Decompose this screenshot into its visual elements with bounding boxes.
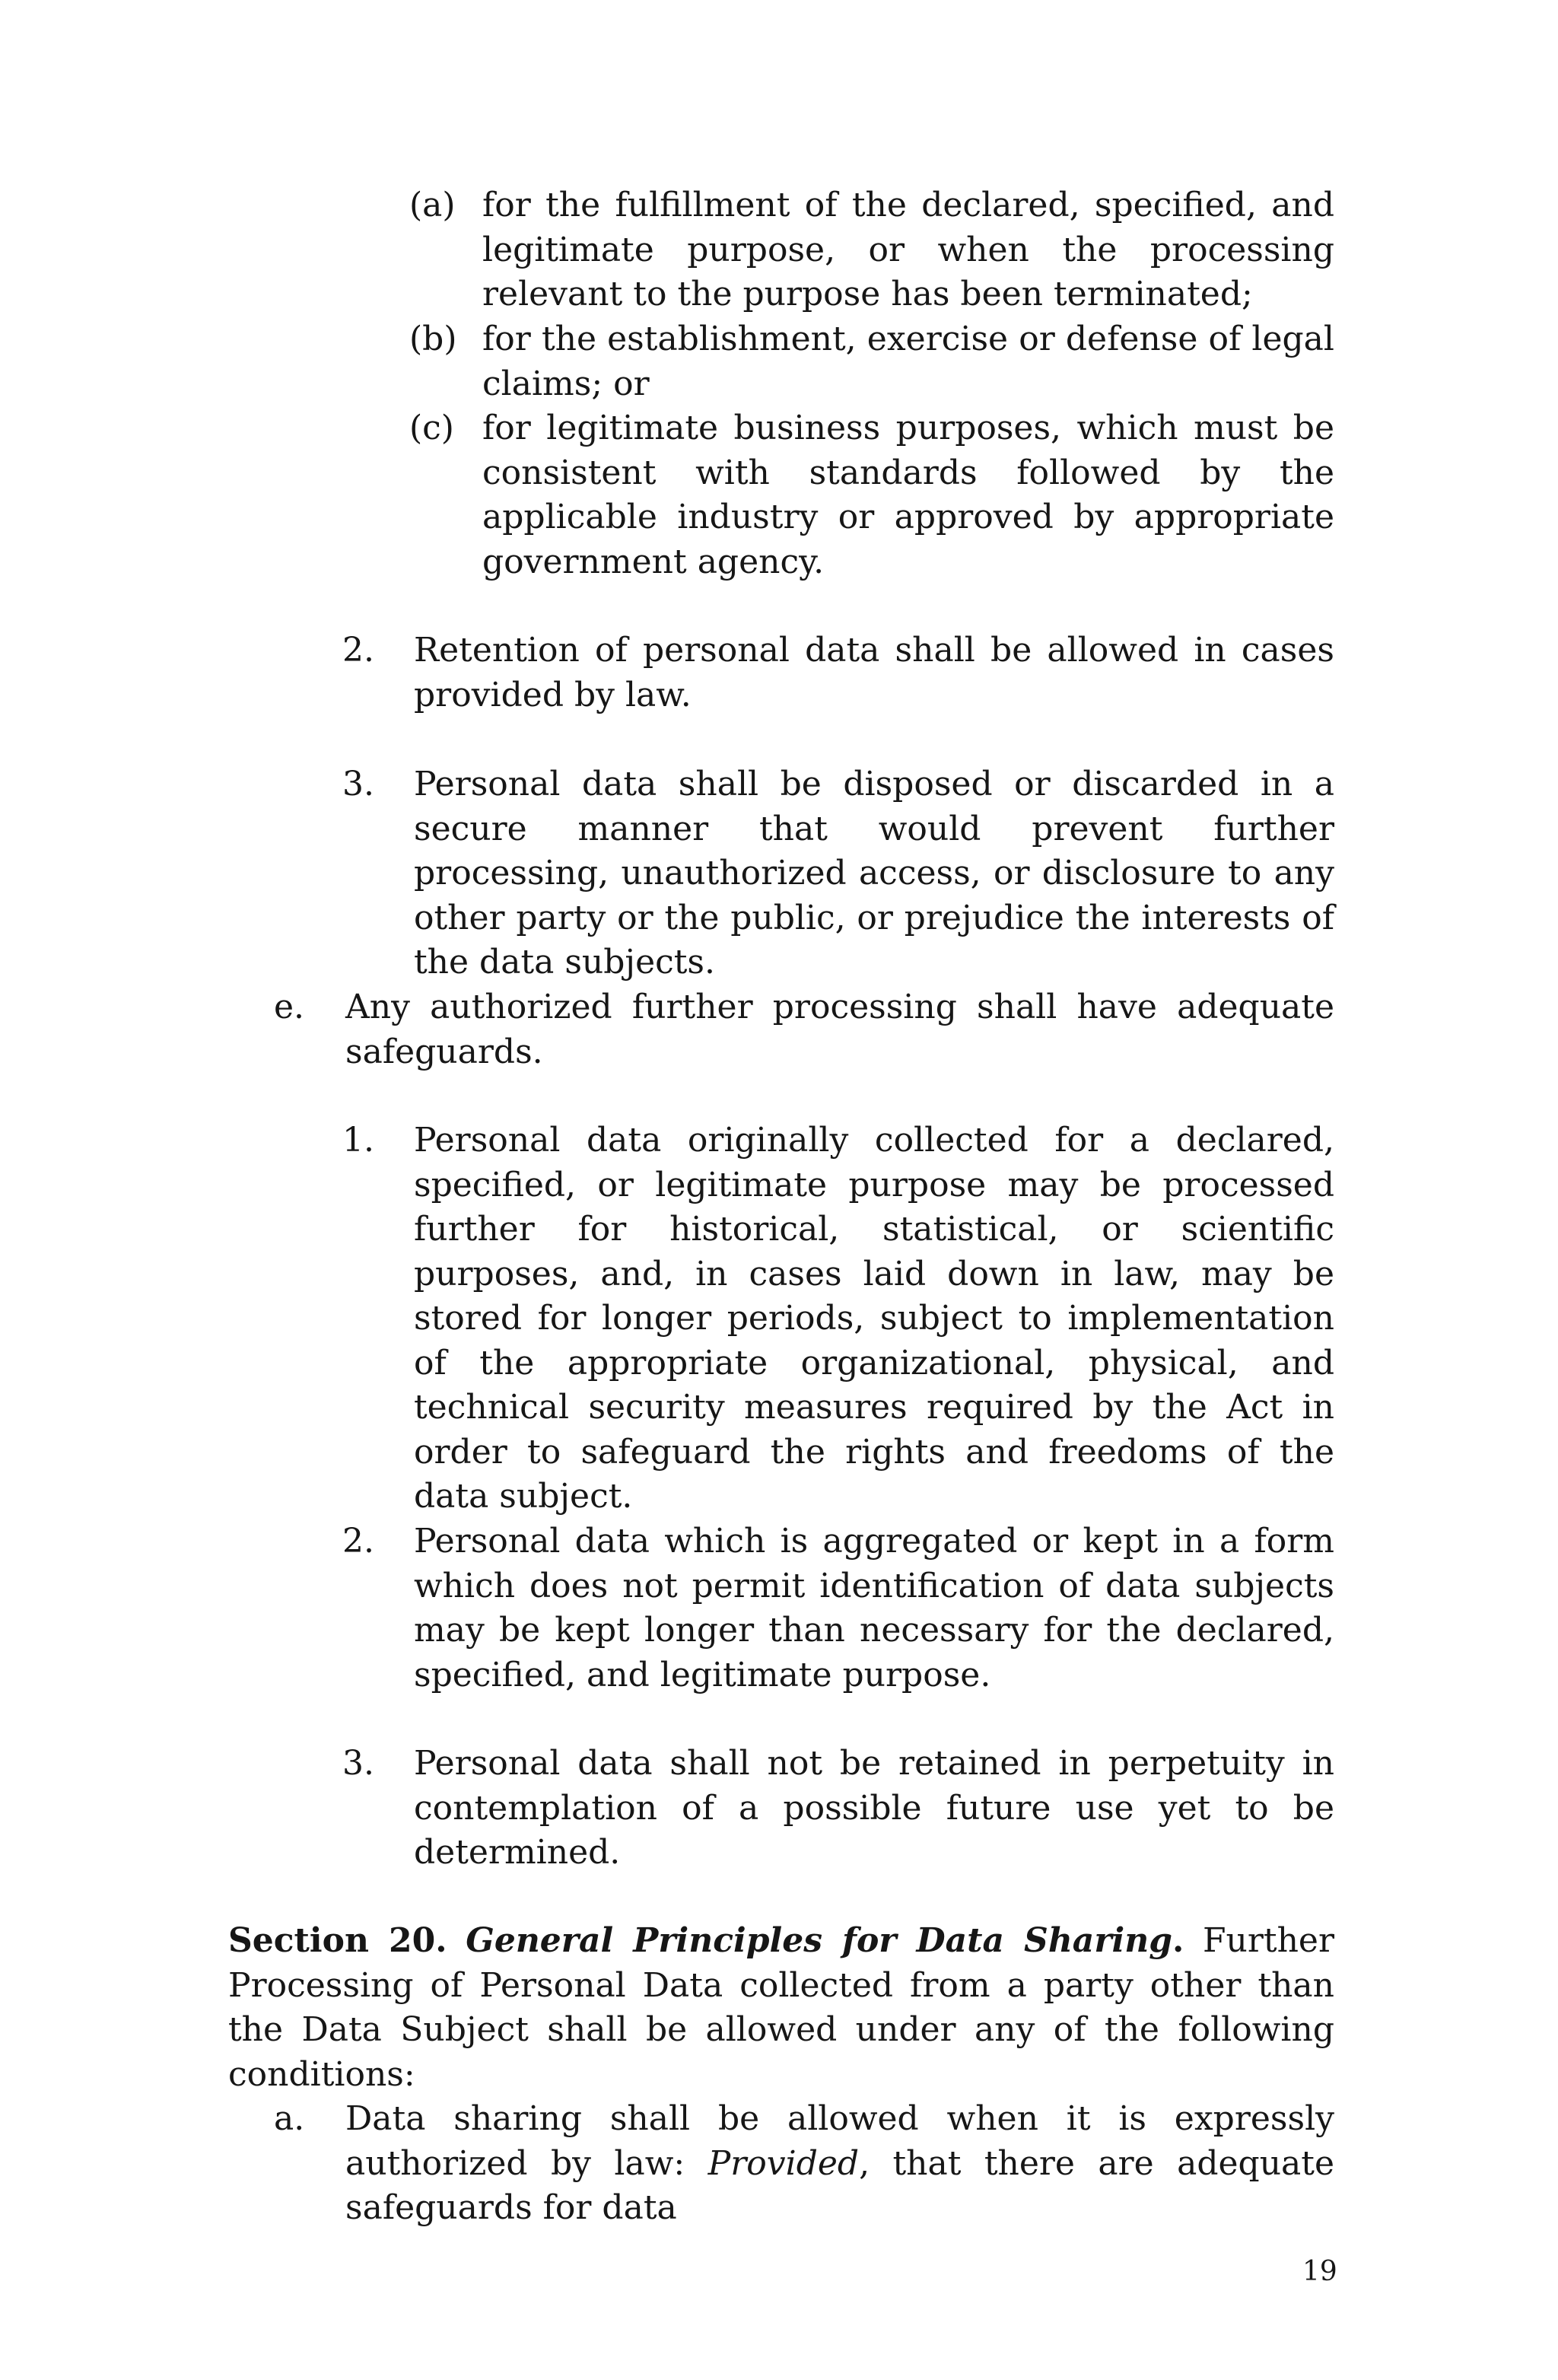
item-text: Personal data shall not be retained in perpetuity in contemplation of a possible future use yet to be determined. bbox=[414, 1744, 1334, 1872]
section-title-end: . bbox=[1172, 1921, 1184, 1960]
item-marker: 3. bbox=[342, 1744, 374, 1783]
item-text: for the establishment, exercise or defense of legal claims; or bbox=[482, 320, 1334, 403]
item-text: Personal data originally collected for a declared, specified, or legitimate purpose may be processed further for historical, statistical, or scientific purposes, and, in cases laid down in law, may be stored for longer periods, subject to implementation of the appropriate organizational, physical, and technical security measures required by the Act in order to safeguard the rights and freedoms of the data subject. bbox=[414, 1121, 1334, 1516]
item-marker: (c) bbox=[409, 409, 454, 447]
list-item-d2 bbox=[342, 628, 1334, 718]
list-item-e3 bbox=[342, 1742, 1334, 1876]
item-text: for legitimate business purposes, which must be consistent with standards followed by the applicable industry or approved by appropriate government agency. bbox=[482, 409, 1334, 581]
item-text: Retention of personal data shall be allowed in cases provided by law. bbox=[414, 631, 1334, 714]
section-title: General Principles for Data Sharing bbox=[466, 1921, 1172, 1960]
list-item-d3 bbox=[342, 762, 1334, 985]
item-marker: 2. bbox=[342, 631, 374, 670]
list-item-e bbox=[274, 985, 1334, 1074]
item-text: Personal data shall be disposed or discarded in a secure manner that would prevent further processing, unauthorized access, or disclosure to any other party or the public, or prejudice the interests of the data subjects. bbox=[414, 765, 1334, 982]
item-marker: e. bbox=[274, 988, 305, 1026]
list-item-sharing-a bbox=[274, 2097, 1334, 2231]
item-text-before: Data sharing shall be allowed when it is expressly authorized by law: bbox=[345, 2099, 1334, 2183]
item-text-after: , that there are adequate safeguards for data bbox=[345, 2143, 1334, 2227]
item-text bbox=[345, 2097, 1334, 2231]
list-item-a bbox=[409, 183, 1334, 317]
item-marker: (a) bbox=[409, 186, 456, 224]
section-label: Section 20. bbox=[228, 1921, 447, 1960]
item-marker: 1. bbox=[342, 1121, 374, 1160]
item-text: Personal data which is aggregated or kept in a form which does not permit identification of data subjects may be kept longer than necessary for the declared, specified, and legitimate purpose. bbox=[414, 1522, 1334, 1694]
item-marker: a. bbox=[274, 2099, 305, 2138]
list-item-e2 bbox=[342, 1519, 1334, 1698]
item-text: Any authorized further processing shall have adequate safeguards. bbox=[345, 988, 1334, 1071]
item-marker: (b) bbox=[409, 320, 457, 358]
section-body: Further Processing of Personal Data collected from a party other than the Data Subject shall be allowed under any of the following conditions: bbox=[228, 1921, 1334, 2094]
item-marker: 3. bbox=[342, 765, 374, 803]
item-text: for the fulfillment of the declared, specified, and legitimate purpose, or when the processing relevant to the purpose has been terminated; bbox=[482, 186, 1334, 313]
page-number: 19 bbox=[1302, 2256, 1337, 2287]
item-marker: 2. bbox=[342, 1522, 374, 1561]
provided-term: Provided bbox=[707, 2143, 860, 2183]
list-item-b bbox=[409, 317, 1334, 406]
list-item-c bbox=[409, 406, 1334, 584]
list-item-e1 bbox=[342, 1118, 1334, 1519]
section-20-paragraph bbox=[228, 1919, 1334, 2097]
